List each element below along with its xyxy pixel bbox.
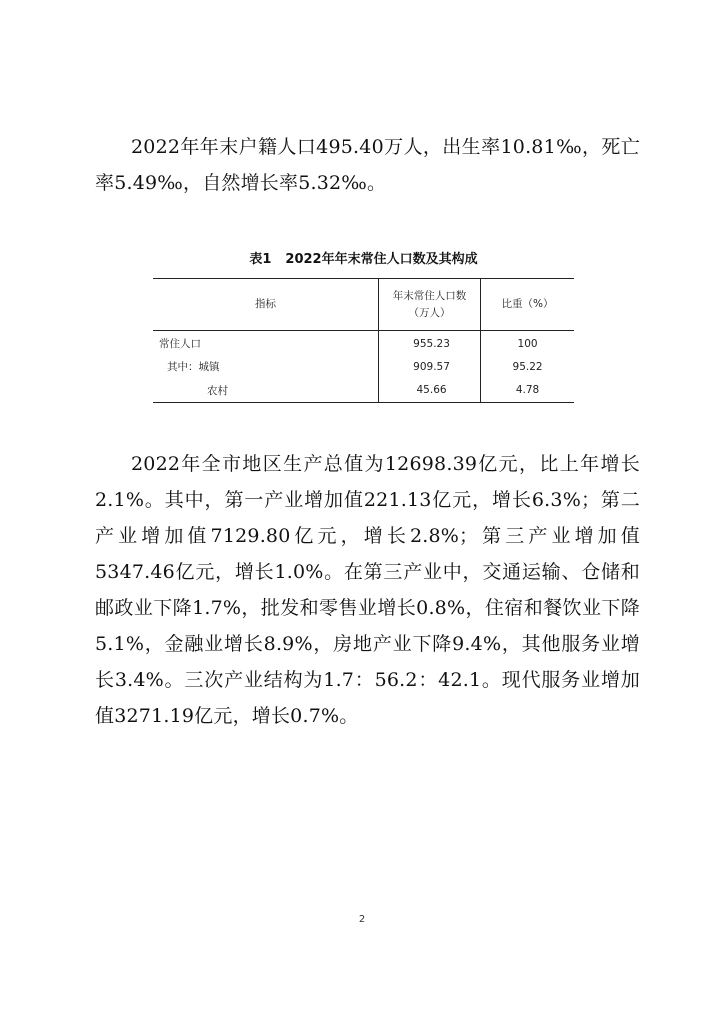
header-population (378, 279, 480, 331)
table-row (153, 379, 574, 403)
population-table (153, 278, 574, 403)
table-row (153, 355, 574, 379)
paragraph-household-population: 2022年年末户籍人口495.40万人，出生率10.81‰，死亡率5.49‰，自然增长率5.32‰。 (95, 136, 640, 194)
table-caption (153, 250, 574, 270)
header-share: 比重（%） (481, 279, 574, 331)
row-share: 4.78 (481, 379, 574, 403)
row-share: 100 (481, 331, 574, 355)
table-header-row (153, 279, 574, 331)
page-number: 2 (358, 914, 366, 925)
header-indicator: 指标 (153, 279, 378, 331)
header-population-line2: （万人） (408, 306, 451, 319)
table-row (153, 331, 574, 355)
header-population-line1: 年末常住人口数 (392, 289, 467, 302)
table-title: 2022年年末常住人口数及其构成 (285, 252, 478, 267)
paragraph-gdp: 2022年全市地区生产总值为12698.39亿元，比上年增长2.1%。其中，第一产业增加值221.13亿元，增长6.3%；第二产业增加值7129.80亿元，增长2.8%；第三产业增加值5347.46亿元，增长1.0%。在第三产业中，交通运输、仓储和邮政业下降1.7%，批发和零售业增长0.8%，住宿和餐饮业下降5.1%，金融业增长8.9%，房地产业下降9.4%，其他服务业增长3.4%。三次产业结构为1.7：56.2：42.1。现代服务业增加值3271.19亿元，增长0.7%。 (95, 453, 640, 727)
table-number: 表1 (249, 252, 272, 267)
row-value: 955.23 (378, 331, 480, 355)
row-value: 45.66 (378, 379, 480, 403)
row-value: 909.57 (378, 355, 480, 379)
row-label: 农村 (153, 379, 378, 403)
row-label: 常住人口 (159, 338, 201, 351)
row-label: 其中：城镇 (167, 361, 220, 373)
row-share: 95.22 (481, 355, 574, 379)
